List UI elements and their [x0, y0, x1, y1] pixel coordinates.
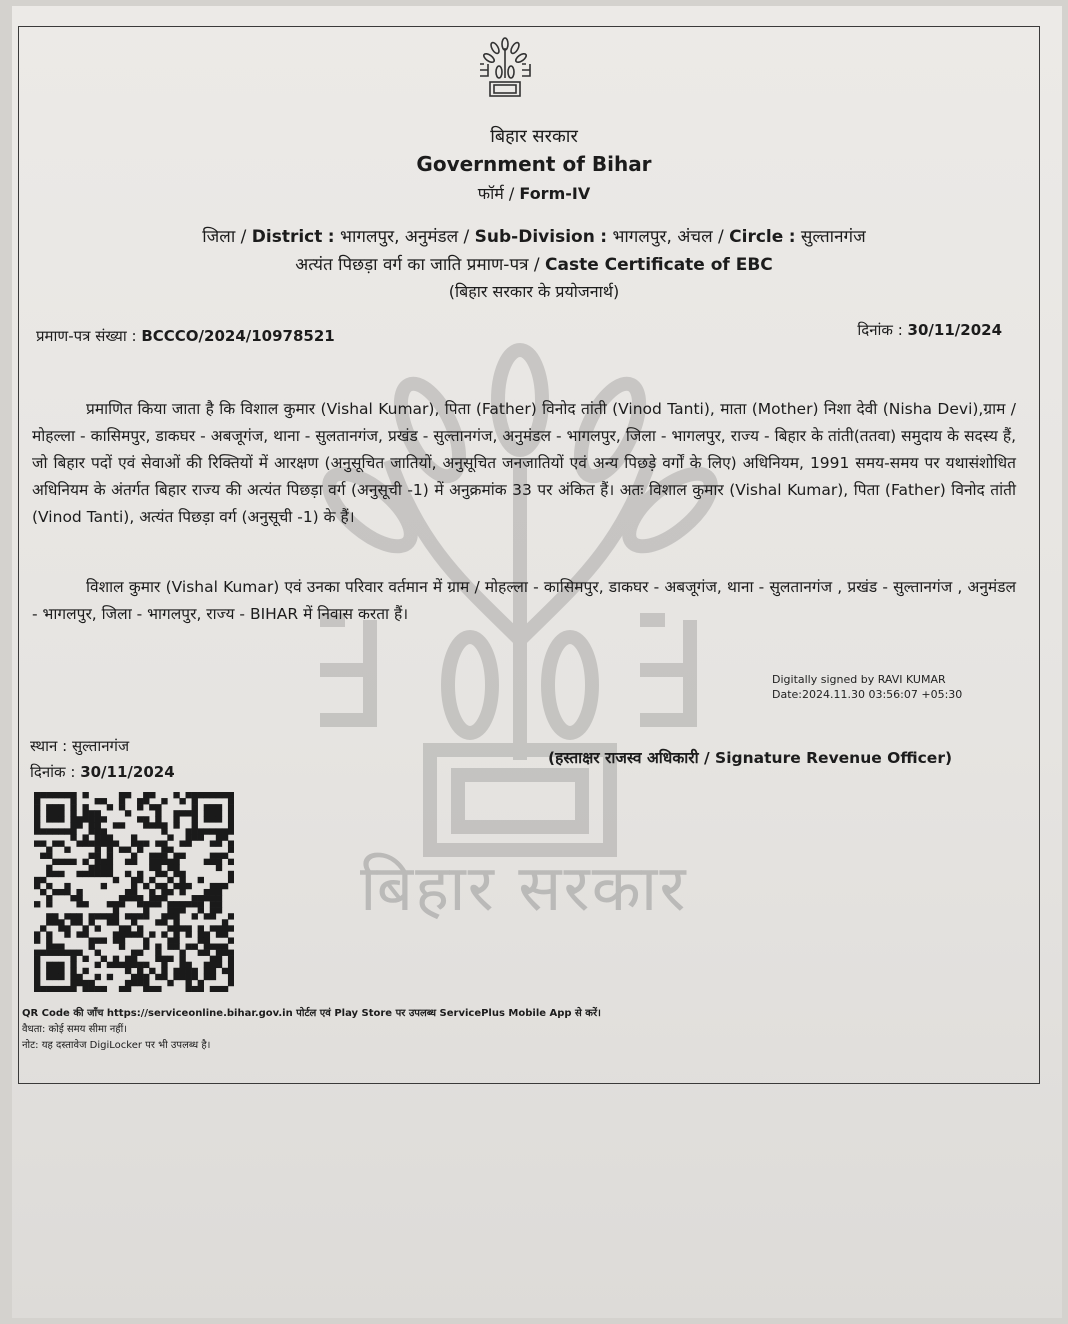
- digilocker-note: नोट: यह दस्तावेज DigiLocker पर भी उपलब्ध है।: [22, 1040, 211, 1051]
- issue-date: [857, 320, 1002, 340]
- watermark-text: बिहार सरकार: [360, 852, 688, 926]
- circle-value: सुल्तानगंज: [800, 227, 866, 247]
- digital-signature-date: Date:2024.11.30 03:56:07 +05:30: [772, 688, 963, 701]
- cert-no-value: BCCCO/2024/10978521: [141, 327, 335, 345]
- cert-title-hindi: अत्यंत पिछड़ा वर्ग का जाति प्रमाण-पत्र: [295, 255, 529, 275]
- cert-title-english: Caste Certificate of EBC: [545, 255, 773, 275]
- qr-verification-note: QR Code की जाँच https://serviceonline.bihar.gov.in पोर्टल एवं Play Store पर उपलब्ध ServicePlus Mobile App से करें।: [22, 1008, 601, 1019]
- officer-signature-label: (हस्ताक्षर राजस्व अधिकारी / Signature Revenue Officer): [548, 749, 953, 767]
- govt-title-hindi: बिहार सरकार: [490, 126, 578, 147]
- place-value: सुल्तानगंज: [71, 737, 130, 755]
- bihar-emblem-icon: [470, 34, 540, 104]
- footer-date-value: 30/11/2024: [80, 763, 175, 781]
- residence-paragraph: विशाल कुमार (Vishal Kumar) एवं उनका परिवार वर्तमान में ग्राम / मोहल्ला - कासिमपुर, डाकघर - अबजूगंज, थाना - सुलतानगंज , प्रखंड - सुल्तानगंज , अनुमंडल - भागलपुर, जिला - भागलपुर, राज्य - BIHAR में निवास करता हैं।: [32, 578, 1016, 623]
- district-label-en: District: [251, 227, 323, 247]
- circle-label-hi: अंचल: [677, 227, 713, 247]
- purpose-line: (बिहार सरकार के प्रयोजनार्थ): [448, 282, 620, 301]
- jurisdiction-line: जिला / District : भागलपुर, अनुमंडल / Sub-Division : भागलपुर, अंचल / Circle : सुल्तानगंज: [202, 227, 866, 247]
- certificate-number: [36, 326, 335, 346]
- footer-date-label: दिनांक :: [30, 763, 76, 781]
- district-value: भागलपुर: [340, 227, 395, 247]
- circle-label-en: Circle: [729, 227, 784, 247]
- subdivision-label-en: Sub-Division: [474, 227, 595, 247]
- digital-signature: [772, 672, 962, 702]
- district-label-hi: जिला: [202, 227, 236, 247]
- issue-date-value: 30/11/2024: [907, 321, 1002, 339]
- place: [30, 736, 129, 756]
- issue-date-label: दिनांक :: [857, 321, 903, 339]
- cert-no-label: प्रमाण-पत्र संख्या :: [36, 327, 137, 345]
- form-label-hindi: फॉर्म: [477, 184, 504, 203]
- validity-note: वैधता: कोई समय सीमा नहीं।: [22, 1024, 127, 1035]
- footer-notes: [22, 1006, 601, 1054]
- digital-signature-name: Digitally signed by RAVI KUMAR: [772, 673, 946, 686]
- certificate-title: अत्यंत पिछड़ा वर्ग का जाति प्रमाण-पत्र / Caste Certificate of EBC: [295, 255, 773, 275]
- certification-paragraph: प्रमाणित किया जाता है कि विशाल कुमार (Vishal Kumar), पिता (Father) विनोद तांती (Vinod Tanti), माता (Mother) निशा देवी (Nisha Devi),ग्राम / मोहल्ला - कासिमपुर, डाकघर - अबजूगंज, थाना - सुलतानगंज, प्रखंड - सुल्तानगंज, अनुमंडल - भागलपुर, जिला - भागलपुर, राज्य - बिहार के तांती(ततवा) समुदाय के सदस्य हैं, जो बिहार पदों एवं सेवाओं की रिक्तियों में आरक्षण (अनुसूचित जातियों, अनुसूचित जनजातियों एवं अन्य पिछड़े वर्गों के लिए) अधिनियम, 1991 समय-समय पर यथासंशोधित अधिनियम के अंतर्गत बिहार राज्य की अत्यंत पिछड़ा वर्ग (अनुसूची -1) में अनुक्रमांक 33 पर अंकित हैं। अतः विशाल कुमार (Vishal Kumar), पिता (Father) विनोद तांती (Vinod Tanti), अत्यंत पिछड़ा वर्ग (अनुसूची -1) के हैं।: [32, 400, 1016, 526]
- form-label-english: Form-IV: [519, 184, 591, 203]
- place-label: स्थान :: [30, 737, 68, 755]
- qr-code-icon[interactable]: [34, 792, 234, 992]
- subdivision-label-hi: अनुमंडल: [404, 227, 459, 247]
- govt-title-english: Government of Bihar: [416, 152, 652, 176]
- footer-date: [30, 762, 175, 782]
- subdivision-value: भागलपुर: [612, 227, 667, 247]
- form-label: फॉर्म / Form-IV: [477, 184, 591, 203]
